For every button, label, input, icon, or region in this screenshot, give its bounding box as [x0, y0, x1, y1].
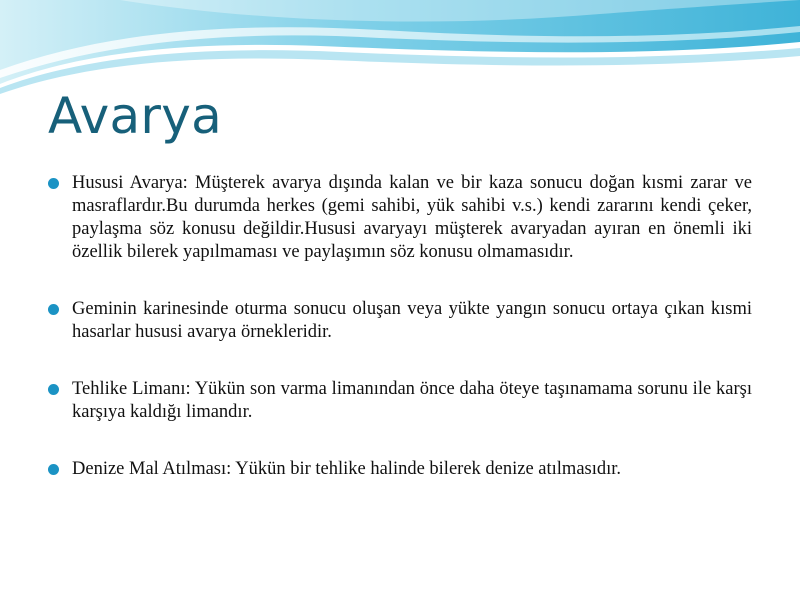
bullet-item	[48, 172, 752, 264]
bullet-list	[48, 172, 752, 515]
bullet-item	[48, 458, 752, 481]
slide-title: Avarya	[48, 87, 223, 145]
bullet-dot-icon	[48, 304, 59, 315]
bullet-dot-icon	[48, 384, 59, 395]
bullet-dot-icon	[48, 464, 59, 475]
bullet-text: Tehlike Limanı: Yükün son varma limanından önce daha öteye taşınamama sorunu ile karşı karşıya kaldığı limandır.	[72, 379, 752, 422]
bullet-text: Denize Mal Atılması: Yükün bir tehlike halinde bilerek denize atılmasıdır.	[72, 459, 622, 479]
bullet-dot-icon	[48, 178, 59, 189]
bullet-text: Hususi Avarya: Müşterek avarya dışında kalan ve bir kaza sonucu doğan kısmi zarar ve masraflardır.Bu durumda herkes (gemi sahibi, yük sahibi v.s.) kendi zararını kendi çeker, paylaşma söz konusu değildir.Hususi avaryayı müşterek avaryadan ayıran en önemli iki özellik bilerek yapılmaması ve paylaşımın söz konusu olmamasıdır.	[72, 173, 752, 262]
bullet-text: Geminin karinesinde oturma sonucu oluşan veya yükte yangın sonucu ortaya çıkan kısmi hasarlar hususi avarya örnekleridir.	[72, 299, 752, 342]
bullet-item	[48, 378, 752, 424]
bullet-item	[48, 298, 752, 344]
